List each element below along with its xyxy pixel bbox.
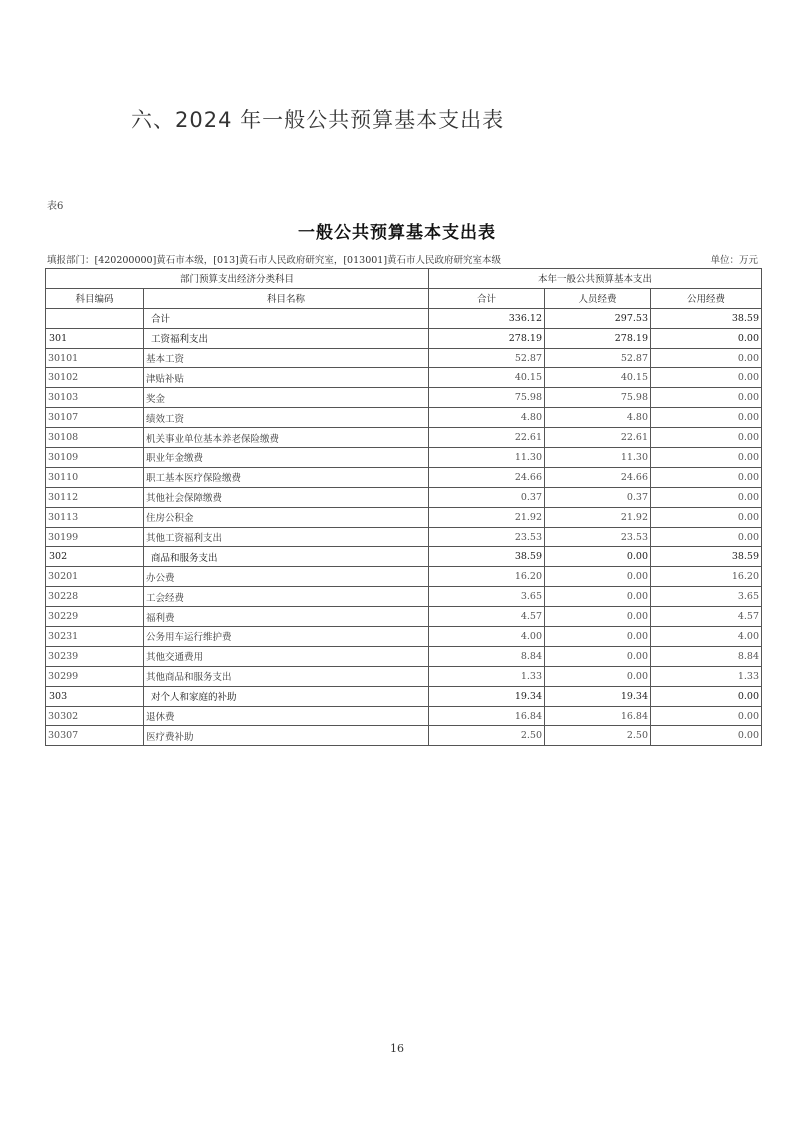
header-economic-class: 部门预算支出经济分类科目 bbox=[46, 269, 429, 289]
table-row bbox=[46, 467, 762, 487]
row-name: 津贴补贴 bbox=[144, 368, 429, 388]
table-body bbox=[46, 308, 762, 746]
unit-label: 单位：万元 bbox=[710, 255, 758, 266]
row-name: 工会经费 bbox=[144, 587, 429, 607]
row-total: 11.30 bbox=[429, 448, 545, 468]
section-heading: 六、2024 年一般公共预算基本支出表 bbox=[131, 108, 505, 132]
row-public: 0.00 bbox=[651, 487, 762, 507]
row-public: 0.00 bbox=[651, 726, 762, 746]
row-public: 0.00 bbox=[651, 348, 762, 368]
row-code: 30302 bbox=[46, 706, 144, 726]
row-personnel: 75.98 bbox=[545, 388, 651, 408]
row-name: 福利费 bbox=[144, 607, 429, 627]
row-public: 38.59 bbox=[651, 308, 762, 328]
row-name: 机关事业单位基本养老保险缴费 bbox=[144, 428, 429, 448]
row-code: 303 bbox=[46, 686, 144, 706]
row-name: 其他交通费用 bbox=[144, 646, 429, 666]
row-total: 40.15 bbox=[429, 368, 545, 388]
row-public: 38.59 bbox=[651, 547, 762, 567]
row-personnel: 23.53 bbox=[545, 527, 651, 547]
row-total: 4.80 bbox=[429, 408, 545, 428]
row-total: 16.84 bbox=[429, 706, 545, 726]
row-code: 30109 bbox=[46, 448, 144, 468]
header-public: 公用经费 bbox=[651, 288, 762, 308]
row-personnel: 0.00 bbox=[545, 646, 651, 666]
row-total: 4.00 bbox=[429, 627, 545, 647]
row-public: 1.33 bbox=[651, 666, 762, 686]
table-row bbox=[46, 706, 762, 726]
row-name: 其他社会保障缴费 bbox=[144, 487, 429, 507]
row-code: 30107 bbox=[46, 408, 144, 428]
row-name: 职业年金缴费 bbox=[144, 448, 429, 468]
row-name: 对个人和家庭的补助 bbox=[144, 686, 429, 706]
row-name: 其他商品和服务支出 bbox=[144, 666, 429, 686]
row-code: 30229 bbox=[46, 607, 144, 627]
row-total: 23.53 bbox=[429, 527, 545, 547]
header-row-group bbox=[46, 269, 762, 289]
row-name: 职工基本医疗保险缴费 bbox=[144, 467, 429, 487]
row-name: 基本工资 bbox=[144, 348, 429, 368]
row-personnel: 0.00 bbox=[545, 587, 651, 607]
table-row bbox=[46, 567, 762, 587]
row-code: 301 bbox=[46, 328, 144, 348]
header-total: 合计 bbox=[429, 288, 545, 308]
table-row bbox=[46, 547, 762, 567]
row-public: 0.00 bbox=[651, 428, 762, 448]
row-total: 3.65 bbox=[429, 587, 545, 607]
row-total: 0.37 bbox=[429, 487, 545, 507]
row-personnel: 22.61 bbox=[545, 428, 651, 448]
table-row bbox=[46, 527, 762, 547]
table-row bbox=[46, 448, 762, 468]
row-personnel: 19.34 bbox=[545, 686, 651, 706]
table-number: 表6 bbox=[47, 201, 64, 212]
row-public: 0.00 bbox=[651, 507, 762, 527]
row-code: 30228 bbox=[46, 587, 144, 607]
row-name: 工资福利支出 bbox=[144, 328, 429, 348]
row-personnel: 52.87 bbox=[545, 348, 651, 368]
row-name: 公务用车运行维护费 bbox=[144, 627, 429, 647]
header-personnel: 人员经费 bbox=[545, 288, 651, 308]
table-row bbox=[46, 686, 762, 706]
row-code: 30201 bbox=[46, 567, 144, 587]
row-code: 30199 bbox=[46, 527, 144, 547]
row-total: 38.59 bbox=[429, 547, 545, 567]
row-code: 30231 bbox=[46, 627, 144, 647]
table-row bbox=[46, 587, 762, 607]
table-row bbox=[46, 368, 762, 388]
row-public: 16.20 bbox=[651, 567, 762, 587]
row-personnel: 0.00 bbox=[545, 607, 651, 627]
row-public: 0.00 bbox=[651, 706, 762, 726]
row-public: 0.00 bbox=[651, 448, 762, 468]
table-row bbox=[46, 507, 762, 527]
table-row bbox=[46, 487, 762, 507]
row-public: 0.00 bbox=[651, 328, 762, 348]
table-row bbox=[46, 408, 762, 428]
row-personnel: 40.15 bbox=[545, 368, 651, 388]
row-total: 2.50 bbox=[429, 726, 545, 746]
row-name: 退休费 bbox=[144, 706, 429, 726]
row-public: 0.00 bbox=[651, 527, 762, 547]
row-personnel: 0.00 bbox=[545, 547, 651, 567]
page-number: 16 bbox=[390, 1042, 404, 1055]
row-personnel: 21.92 bbox=[545, 507, 651, 527]
row-personnel: 0.37 bbox=[545, 487, 651, 507]
row-public: 8.84 bbox=[651, 646, 762, 666]
table-row bbox=[46, 428, 762, 448]
row-code bbox=[46, 308, 144, 328]
budget-table bbox=[45, 268, 762, 746]
row-public: 3.65 bbox=[651, 587, 762, 607]
header-code: 科目编码 bbox=[46, 288, 144, 308]
row-total: 1.33 bbox=[429, 666, 545, 686]
row-public: 0.00 bbox=[651, 686, 762, 706]
row-total: 278.19 bbox=[429, 328, 545, 348]
row-public: 4.00 bbox=[651, 627, 762, 647]
header-row-columns bbox=[46, 288, 762, 308]
row-code: 30299 bbox=[46, 666, 144, 686]
row-code: 30103 bbox=[46, 388, 144, 408]
row-code: 30307 bbox=[46, 726, 144, 746]
row-total: 24.66 bbox=[429, 467, 545, 487]
row-name: 医疗费补助 bbox=[144, 726, 429, 746]
table-title: 一般公共预算基本支出表 bbox=[298, 223, 496, 243]
table-row bbox=[46, 348, 762, 368]
row-public: 4.57 bbox=[651, 607, 762, 627]
row-name: 其他工资福利支出 bbox=[144, 527, 429, 547]
header-name: 科目名称 bbox=[144, 288, 429, 308]
row-name: 合计 bbox=[144, 308, 429, 328]
row-name: 住房公积金 bbox=[144, 507, 429, 527]
row-public: 0.00 bbox=[651, 368, 762, 388]
row-personnel: 0.00 bbox=[545, 666, 651, 686]
row-name: 商品和服务支出 bbox=[144, 547, 429, 567]
row-total: 336.12 bbox=[429, 308, 545, 328]
table-row bbox=[46, 726, 762, 746]
row-name: 办公费 bbox=[144, 567, 429, 587]
row-code: 30112 bbox=[46, 487, 144, 507]
table-row bbox=[46, 388, 762, 408]
row-personnel: 11.30 bbox=[545, 448, 651, 468]
table-row bbox=[46, 646, 762, 666]
row-total: 22.61 bbox=[429, 428, 545, 448]
row-public: 0.00 bbox=[651, 467, 762, 487]
row-total: 21.92 bbox=[429, 507, 545, 527]
table-row bbox=[46, 627, 762, 647]
row-code: 30102 bbox=[46, 368, 144, 388]
row-personnel: 4.80 bbox=[545, 408, 651, 428]
row-total: 19.34 bbox=[429, 686, 545, 706]
row-public: 0.00 bbox=[651, 388, 762, 408]
header-basic-expenditure: 本年一般公共预算基本支出 bbox=[429, 269, 762, 289]
row-public: 0.00 bbox=[651, 408, 762, 428]
row-code: 30108 bbox=[46, 428, 144, 448]
row-personnel: 16.84 bbox=[545, 706, 651, 726]
row-total: 4.57 bbox=[429, 607, 545, 627]
row-personnel: 0.00 bbox=[545, 627, 651, 647]
row-total: 16.20 bbox=[429, 567, 545, 587]
table-row bbox=[46, 308, 762, 328]
row-personnel: 297.53 bbox=[545, 308, 651, 328]
row-total: 75.98 bbox=[429, 388, 545, 408]
row-code: 30239 bbox=[46, 646, 144, 666]
row-name: 奖金 bbox=[144, 388, 429, 408]
row-code: 302 bbox=[46, 547, 144, 567]
table-row bbox=[46, 607, 762, 627]
row-code: 30101 bbox=[46, 348, 144, 368]
row-personnel: 278.19 bbox=[545, 328, 651, 348]
row-personnel: 24.66 bbox=[545, 467, 651, 487]
row-total: 8.84 bbox=[429, 646, 545, 666]
row-name: 绩效工资 bbox=[144, 408, 429, 428]
row-personnel: 2.50 bbox=[545, 726, 651, 746]
table-row bbox=[46, 666, 762, 686]
row-total: 52.87 bbox=[429, 348, 545, 368]
table-row bbox=[46, 328, 762, 348]
row-code: 30113 bbox=[46, 507, 144, 527]
row-personnel: 0.00 bbox=[545, 567, 651, 587]
reporting-department: 填报部门：[420200000]黄石市本级，[013]黄石市人民政府研究室，[013001]黄石市人民政府研究室本级 bbox=[47, 255, 502, 266]
row-code: 30110 bbox=[46, 467, 144, 487]
